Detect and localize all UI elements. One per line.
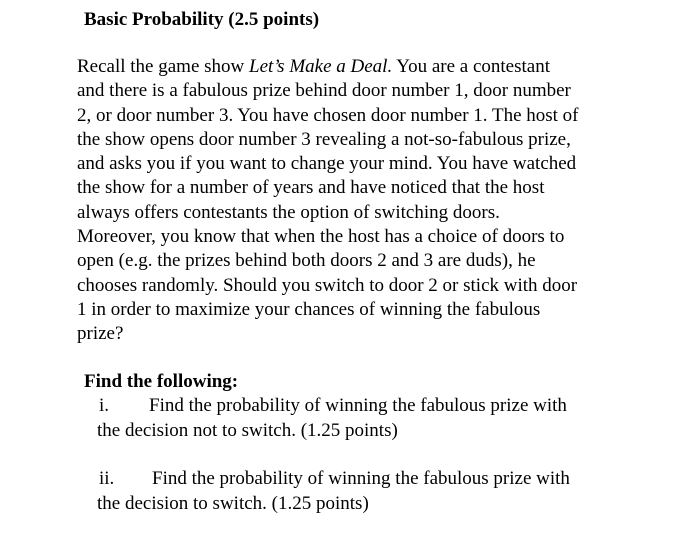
question-item [97, 467, 570, 516]
question-line [97, 467, 570, 492]
question-text: Find the probability of winning the fabulous prize with [152, 468, 570, 489]
show-title: Let’s Make a Deal. [249, 56, 393, 77]
question-number: ii. [99, 468, 115, 489]
paragraph-line: the show for a number of years and have noticed that the host [77, 177, 545, 199]
problem-paragraph [77, 55, 677, 347]
paragraph-line: always offers contestants the option of switching doors. [77, 201, 500, 223]
find-heading: Find the following: [84, 371, 239, 392]
question-number: i. [99, 395, 110, 416]
question-line [97, 394, 567, 419]
paragraph-line: the show opens door number 3 revealing a not-so-fabulous prize, [77, 128, 571, 150]
paragraph-line: 2, or door number 3. You have chosen door number 1. The host of [77, 104, 579, 126]
paragraph-line: and asks you if you want to change your mind. You have watched [77, 153, 577, 175]
paragraph-line: 1 in order to maximize your chances of winning the fabulous [77, 298, 541, 320]
paragraph-line: and there is a fabulous prize behind door number 1, door number [77, 80, 571, 102]
question-line: the decision not to switch. (1.25 points) [97, 419, 398, 441]
paragraph-line: open (e.g. the prizes behind both doors 2 and 3 are duds), he [77, 250, 536, 272]
paragraph-line: Moreover, you know that when the host has a choice of doors to [77, 226, 565, 248]
paragraph-line: prize? [77, 323, 124, 345]
question-line: the decision to switch. (1.25 points) [97, 492, 369, 514]
question-item [97, 394, 567, 443]
paragraph-text: You are a contestant [392, 56, 550, 77]
paragraph-text: Recall the game show [77, 56, 250, 77]
question-text: Find the probability of winning the fabulous prize with [149, 395, 567, 416]
paragraph-line: chooses randomly. Should you switch to door 2 or stick with door [77, 274, 578, 296]
section-heading: Basic Probability (2.5 points) [84, 9, 320, 30]
paragraph-line [77, 55, 677, 79]
